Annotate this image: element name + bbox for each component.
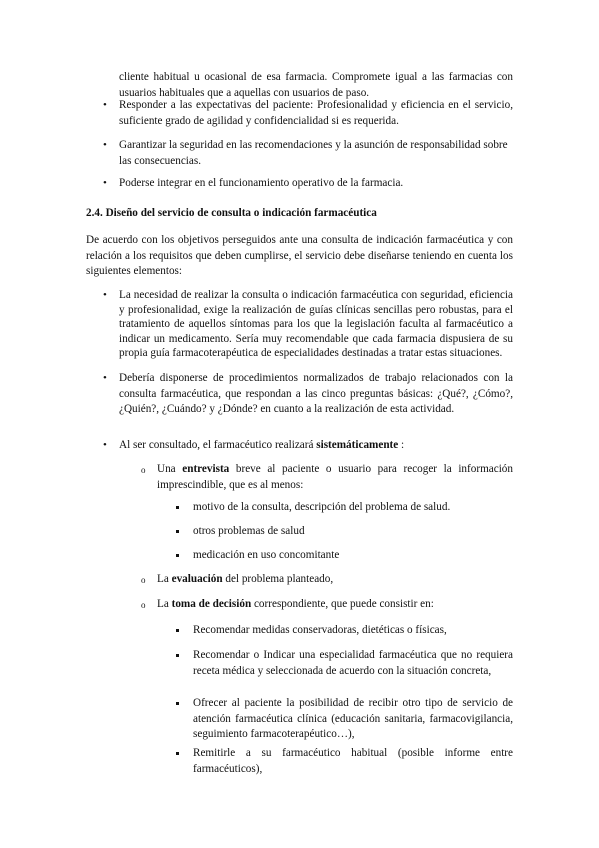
bullet-1: • <box>103 177 107 189</box>
bullet-2: o <box>141 575 146 585</box>
list-item: Al ser consultado, el farmacéutico realizará sistemáticamente : <box>119 439 405 451</box>
list-item: motivo de la consulta, descripción del problema de salud. <box>193 501 451 513</box>
list-item: Recomendar medidas conservadoras, dietéticas o físicas, <box>193 624 447 636</box>
list-item: Remitirle a su farmacéutico habitual (posible informe entre farmacéuticos), <box>193 747 513 775</box>
bullet-1: • <box>103 99 107 111</box>
intro-paragraph: De acuerdo con los objetivos perseguidos ante una consulta de indicación farmacéutica y con relación a los requisitos que deben cumplirse, el servicio debe diseñarse teniendo en cuenta los siguientes elementos: <box>86 234 513 277</box>
bullet-3 <box>176 702 179 705</box>
bullet-3 <box>176 629 179 632</box>
list-item: Responder a las expectativas del paciente: Profesionalidad y eficiencia en el servicio, suficiente grado de agilidad y confidencialidad si es requerida. <box>119 99 513 127</box>
bullet-3 <box>176 654 179 657</box>
bold-term: toma de decisión <box>171 598 252 610</box>
section-heading: 2.4. Diseño del servicio de consulta o indicación farmacéutica <box>86 207 377 219</box>
list-item: medicación en uso concomitante <box>193 549 340 561</box>
list-item: Ofrecer al paciente la posibilidad de recibir otro tipo de servicio de atención farmacéutica clínica (educación sanitaria, farmacovigilancia, seguimiento farmacoterapéutico…), <box>193 697 513 740</box>
bullet-3 <box>176 506 179 509</box>
bullet-3 <box>176 530 179 533</box>
bold-term: entrevista <box>182 463 230 475</box>
bullet-1: • <box>103 439 107 451</box>
list-item: La evaluación del problema planteado, <box>157 573 334 585</box>
list-item: Debería disponerse de procedimientos normalizados de trabajo relacionados con la consulta farmacéutica, que respondan a las cinco preguntas básicas: ¿Qué?, ¿Cómo?, ¿Quién?, ¿Cuándo? y ¿Dónde? en cuanto a la realización de esta actividad. <box>119 372 513 415</box>
bullet-2: o <box>141 600 146 610</box>
list-item: Garantizar la seguridad en las recomendaciones y la asunción de responsabilidad sobre las consecuencias. <box>119 139 508 167</box>
list-item: otros problemas de salud <box>193 525 305 537</box>
bold-term: evaluación <box>171 573 223 585</box>
list-item: Poderse integrar en el funcionamiento operativo de la farmacia. <box>119 177 404 189</box>
list-item: Recomendar o Indicar una especialidad farmacéutica que no requiera receta médica y seleccionada de acuerdo con la situación concreta, <box>193 649 513 677</box>
bullet-1: • <box>103 139 107 151</box>
bullet-1: • <box>103 289 107 301</box>
continuation-paragraph: cliente habitual u ocasional de esa farmacia. Compromete igual a las farmacias con usuarios habituales que a aquellas con usuarios de paso. <box>119 71 513 99</box>
bullet-3 <box>176 554 179 557</box>
list-item: La necesidad de realizar la consulta o indicación farmacéutica con seguridad, eficiencia y profesionalidad, exige la realización de guías clínicas sencillas pero robustas, para el tratamiento de aquellos síntomas para los que la legislación faculta al farmacéutico a indicar un medicamento. Sería muy recomendable que cada farmacia dispusiera de su propia guía farmacoterapéutica de especialidades destinadas a tratar estas situaciones. <box>119 289 513 359</box>
bold-term: sistemáticamente <box>316 439 399 451</box>
list-item: La toma de decisión correspondiente, que puede consistir en: <box>157 598 434 610</box>
bullet-1: • <box>103 372 107 384</box>
bullet-3 <box>176 752 179 755</box>
bullet-2: o <box>141 465 146 475</box>
list-item: Una entrevista breve al paciente o usuario para recoger la información imprescindible, que es al menos: <box>157 463 513 491</box>
